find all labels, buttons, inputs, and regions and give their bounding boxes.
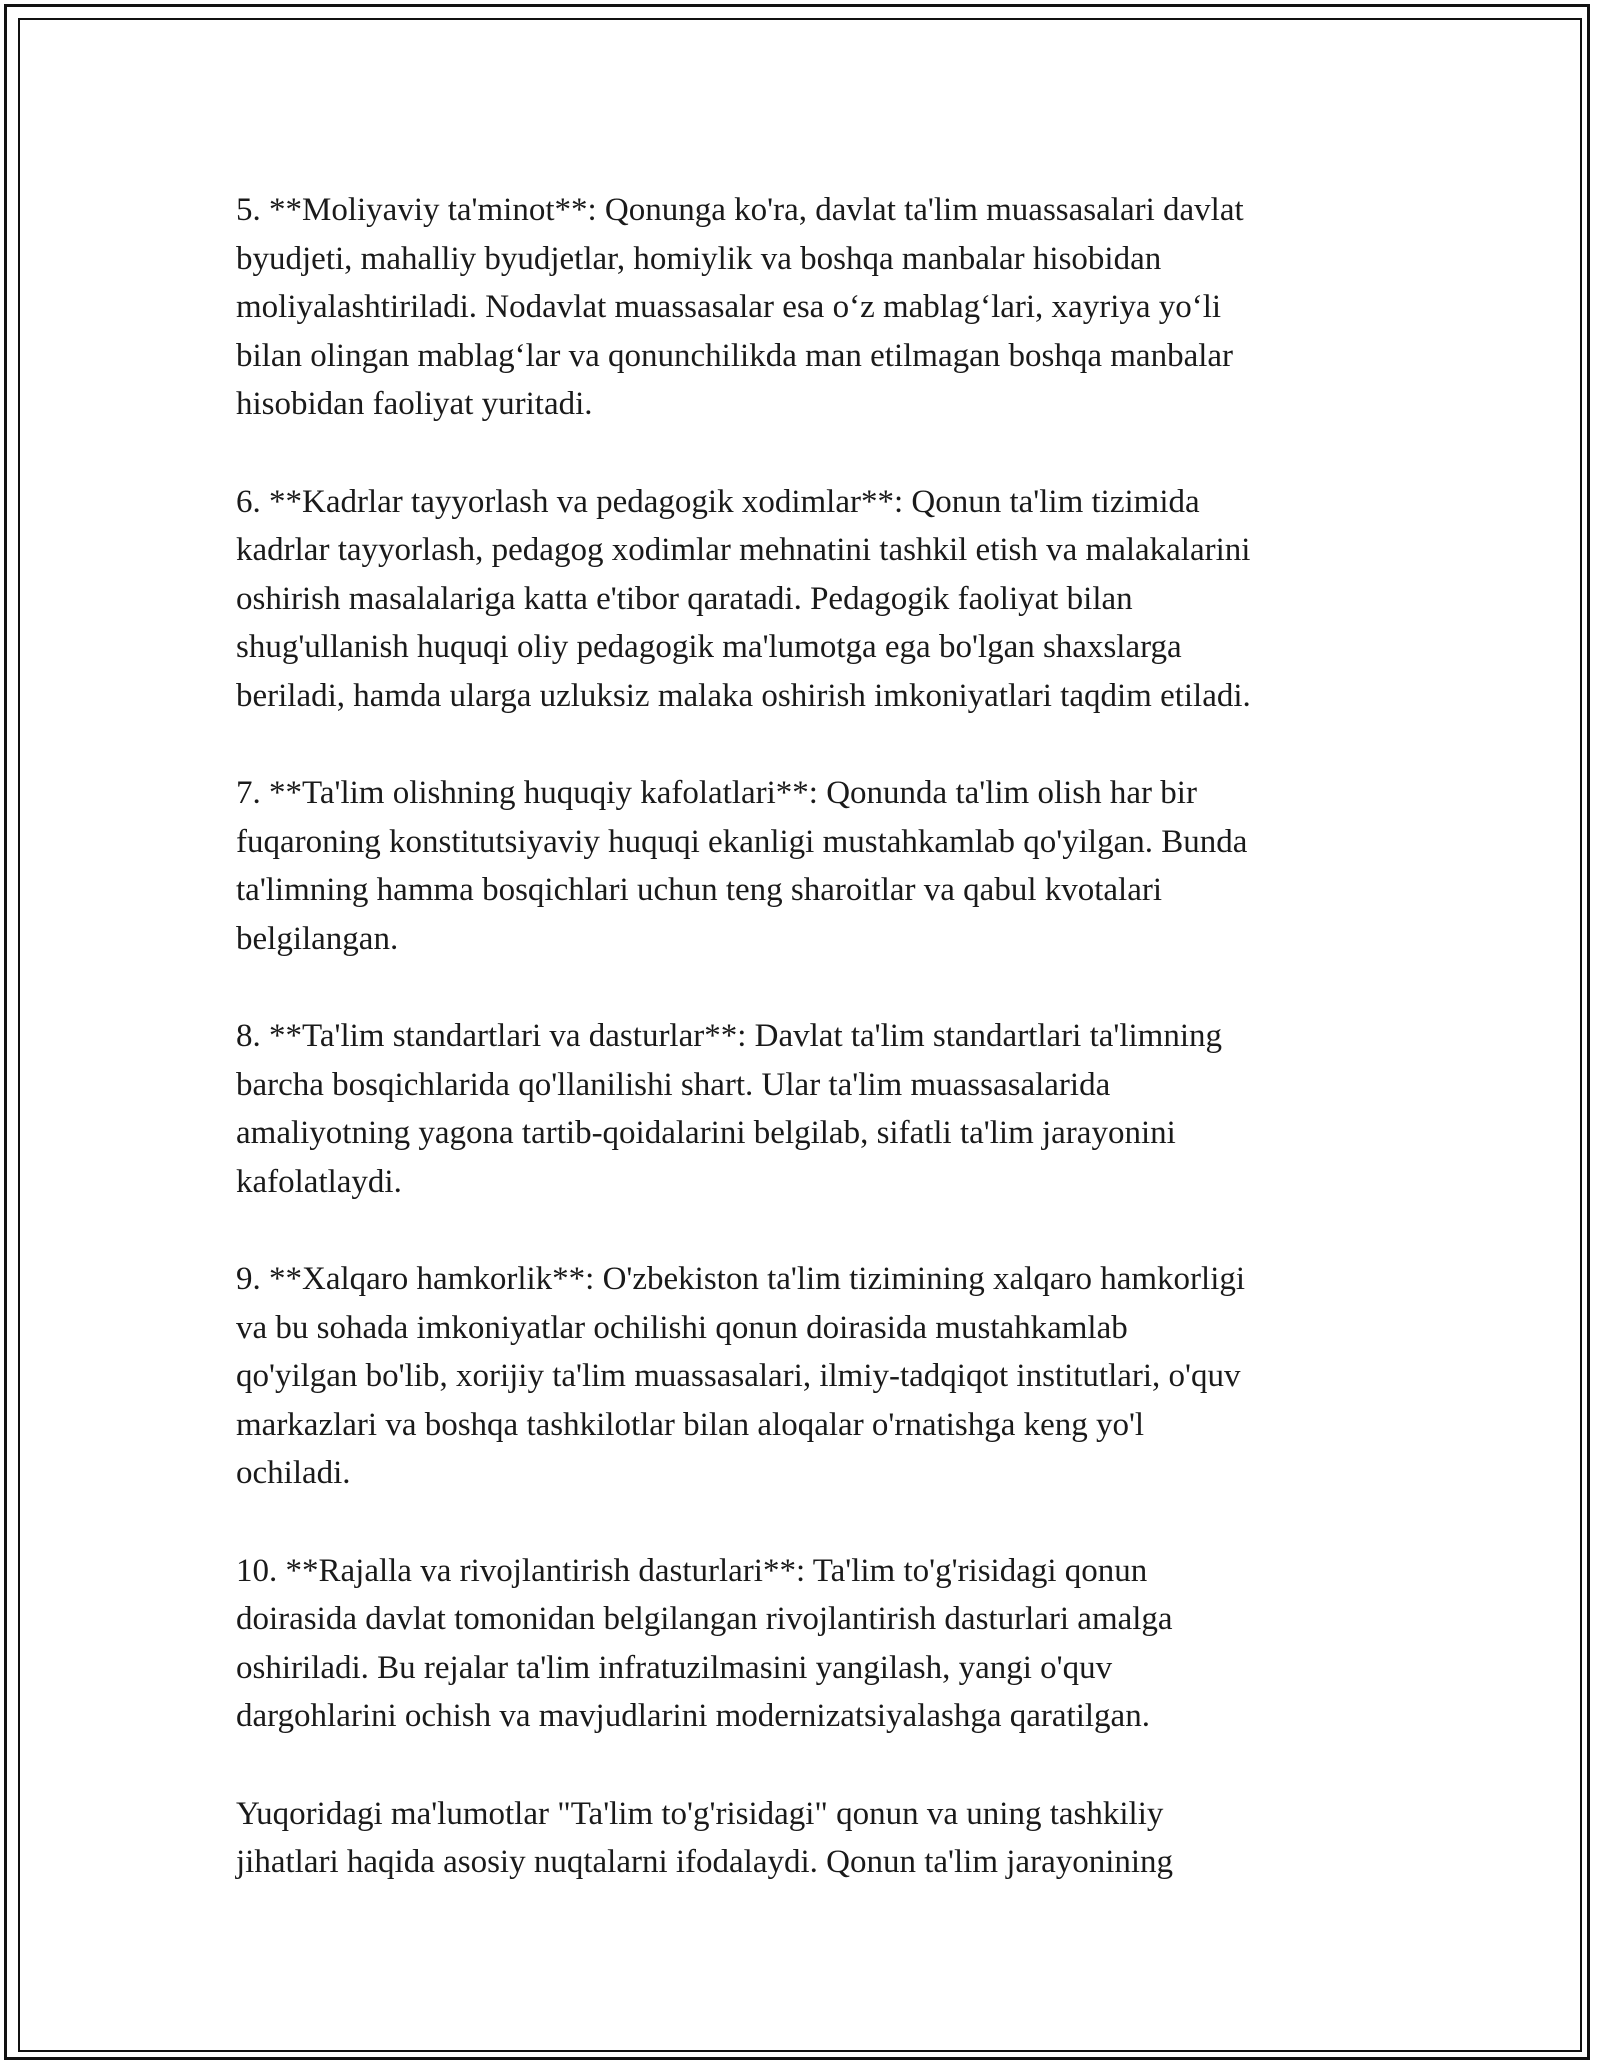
text-line: 7. **Ta'lim olishning huquqiy kafolatlari**: Qonunda ta'lim olish har bir <box>236 775 1197 812</box>
text-line: jihatlari haqida asosiy nuqtalarni ifodalaydi. Qonun ta'lim jarayonining <box>236 1844 1174 1881</box>
text-line: doirasida davlat tomonidan belgilangan rivojlantirish dasturlari amalga <box>236 1601 1173 1638</box>
paragraph-legal-guarantees <box>236 769 1376 963</box>
document-body <box>236 186 1376 1935</box>
text-line: 8. **Ta'lim standartlari va dasturlar**: Davlat ta'lim standartlari ta'limning <box>236 1018 1223 1055</box>
text-line: moliyalashtiriladi. Nodavlat muassasalar esa o‘z mablag‘lari, xayriya yo‘li <box>236 289 1222 326</box>
text-line: kadrlar tayyorlash, pedagog xodimlar mehnatini tashkil etish va malakalarini <box>236 532 1251 569</box>
text-line: shug'ullanish huquqi oliy pedagogik ma'lumotga ega bo'lgan shaxslarga <box>236 629 1182 666</box>
text-line: 5. **Moliyaviy ta'minot**: Qonunga ko'ra, davlat ta'lim muassasalari davlat <box>236 192 1244 228</box>
text-line: 6. **Kadrlar tayyorlash va pedagogik xodimlar**: Qonun ta'lim tizimida <box>236 483 1200 520</box>
text-line: barcha bosqichlarida qo'llanilishi shart. Ular ta'lim muassasalarida <box>236 1066 1111 1103</box>
paragraph-financial-support <box>236 186 1376 429</box>
text-line: kafolatlaydi. <box>236 1163 402 1200</box>
text-line: qo'yilgan bo'lib, xorijiy ta'lim muassasalari, ilmiy-tadqiqot institutlari, o'quv <box>236 1358 1241 1395</box>
paragraph-development-programs <box>236 1547 1376 1741</box>
text-line: bilan olingan mablag‘lar va qonunchilikda man etilmagan boshqa manbalar <box>236 337 1234 374</box>
text-line: fuqaroning konstitutsiyaviy huquqi ekanligi mustahkamlab qo'yilgan. Bunda <box>236 823 1248 860</box>
text-line: oshirish masalalariga katta e'tibor qaratadi. Pedagogik faoliyat bilan <box>236 580 1133 617</box>
paragraph-standards-programs <box>236 1012 1376 1206</box>
text-line: oshiriladi. Bu rejalar ta'lim infratuzilmasini yangilash, yangi o'quv <box>236 1649 1113 1686</box>
paragraph-international-cooperation <box>236 1255 1376 1498</box>
text-line: ochiladi. <box>236 1455 351 1492</box>
text-line: dargohlarini ochish va mavjudlarini modernizatsiyalashga qaratilgan. <box>236 1698 1150 1735</box>
paragraph-staff-training <box>236 478 1376 721</box>
text-line: ta'limning hamma bosqichlari uchun teng sharoitlar va qabul kvotalari <box>236 872 1163 909</box>
text-line: va bu sohada imkoniyatlar ochilishi qonun doirasida mustahkamlab <box>236 1309 1128 1346</box>
paragraph-conclusion <box>236 1790 1376 1887</box>
text-line: 10. **Rajalla va rivojlantirish dasturlari**: Ta'lim to'g'risidagi qonun <box>236 1552 1148 1589</box>
text-line: hisobidan faoliyat yuritadi. <box>236 386 593 423</box>
text-line: markazlari va boshqa tashkilotlar bilan aloqalar o'rnatishga keng yo'l <box>236 1406 1145 1443</box>
text-line: Yuqoridagi ma'lumotlar "Ta'lim to'g'risidagi" qonun va uning tashkiliy <box>236 1795 1164 1832</box>
text-line: belgilangan. <box>236 920 399 957</box>
text-line: amaliyotning yagona tartib-qoidalarini belgilab, sifatli ta'lim jarayonini <box>236 1115 1176 1152</box>
text-line: beriladi, hamda ularga uzluksiz malaka oshirish imkoniyatlari taqdim etiladi. <box>236 677 1251 714</box>
text-line: byudjeti, mahalliy byudjetlar, homiylik va boshqa manbalar hisobidan <box>236 240 1162 277</box>
text-line: 9. **Xalqaro hamkorlik**: O'zbekiston ta'lim tizimining xalqaro hamkorligi <box>236 1261 1246 1298</box>
